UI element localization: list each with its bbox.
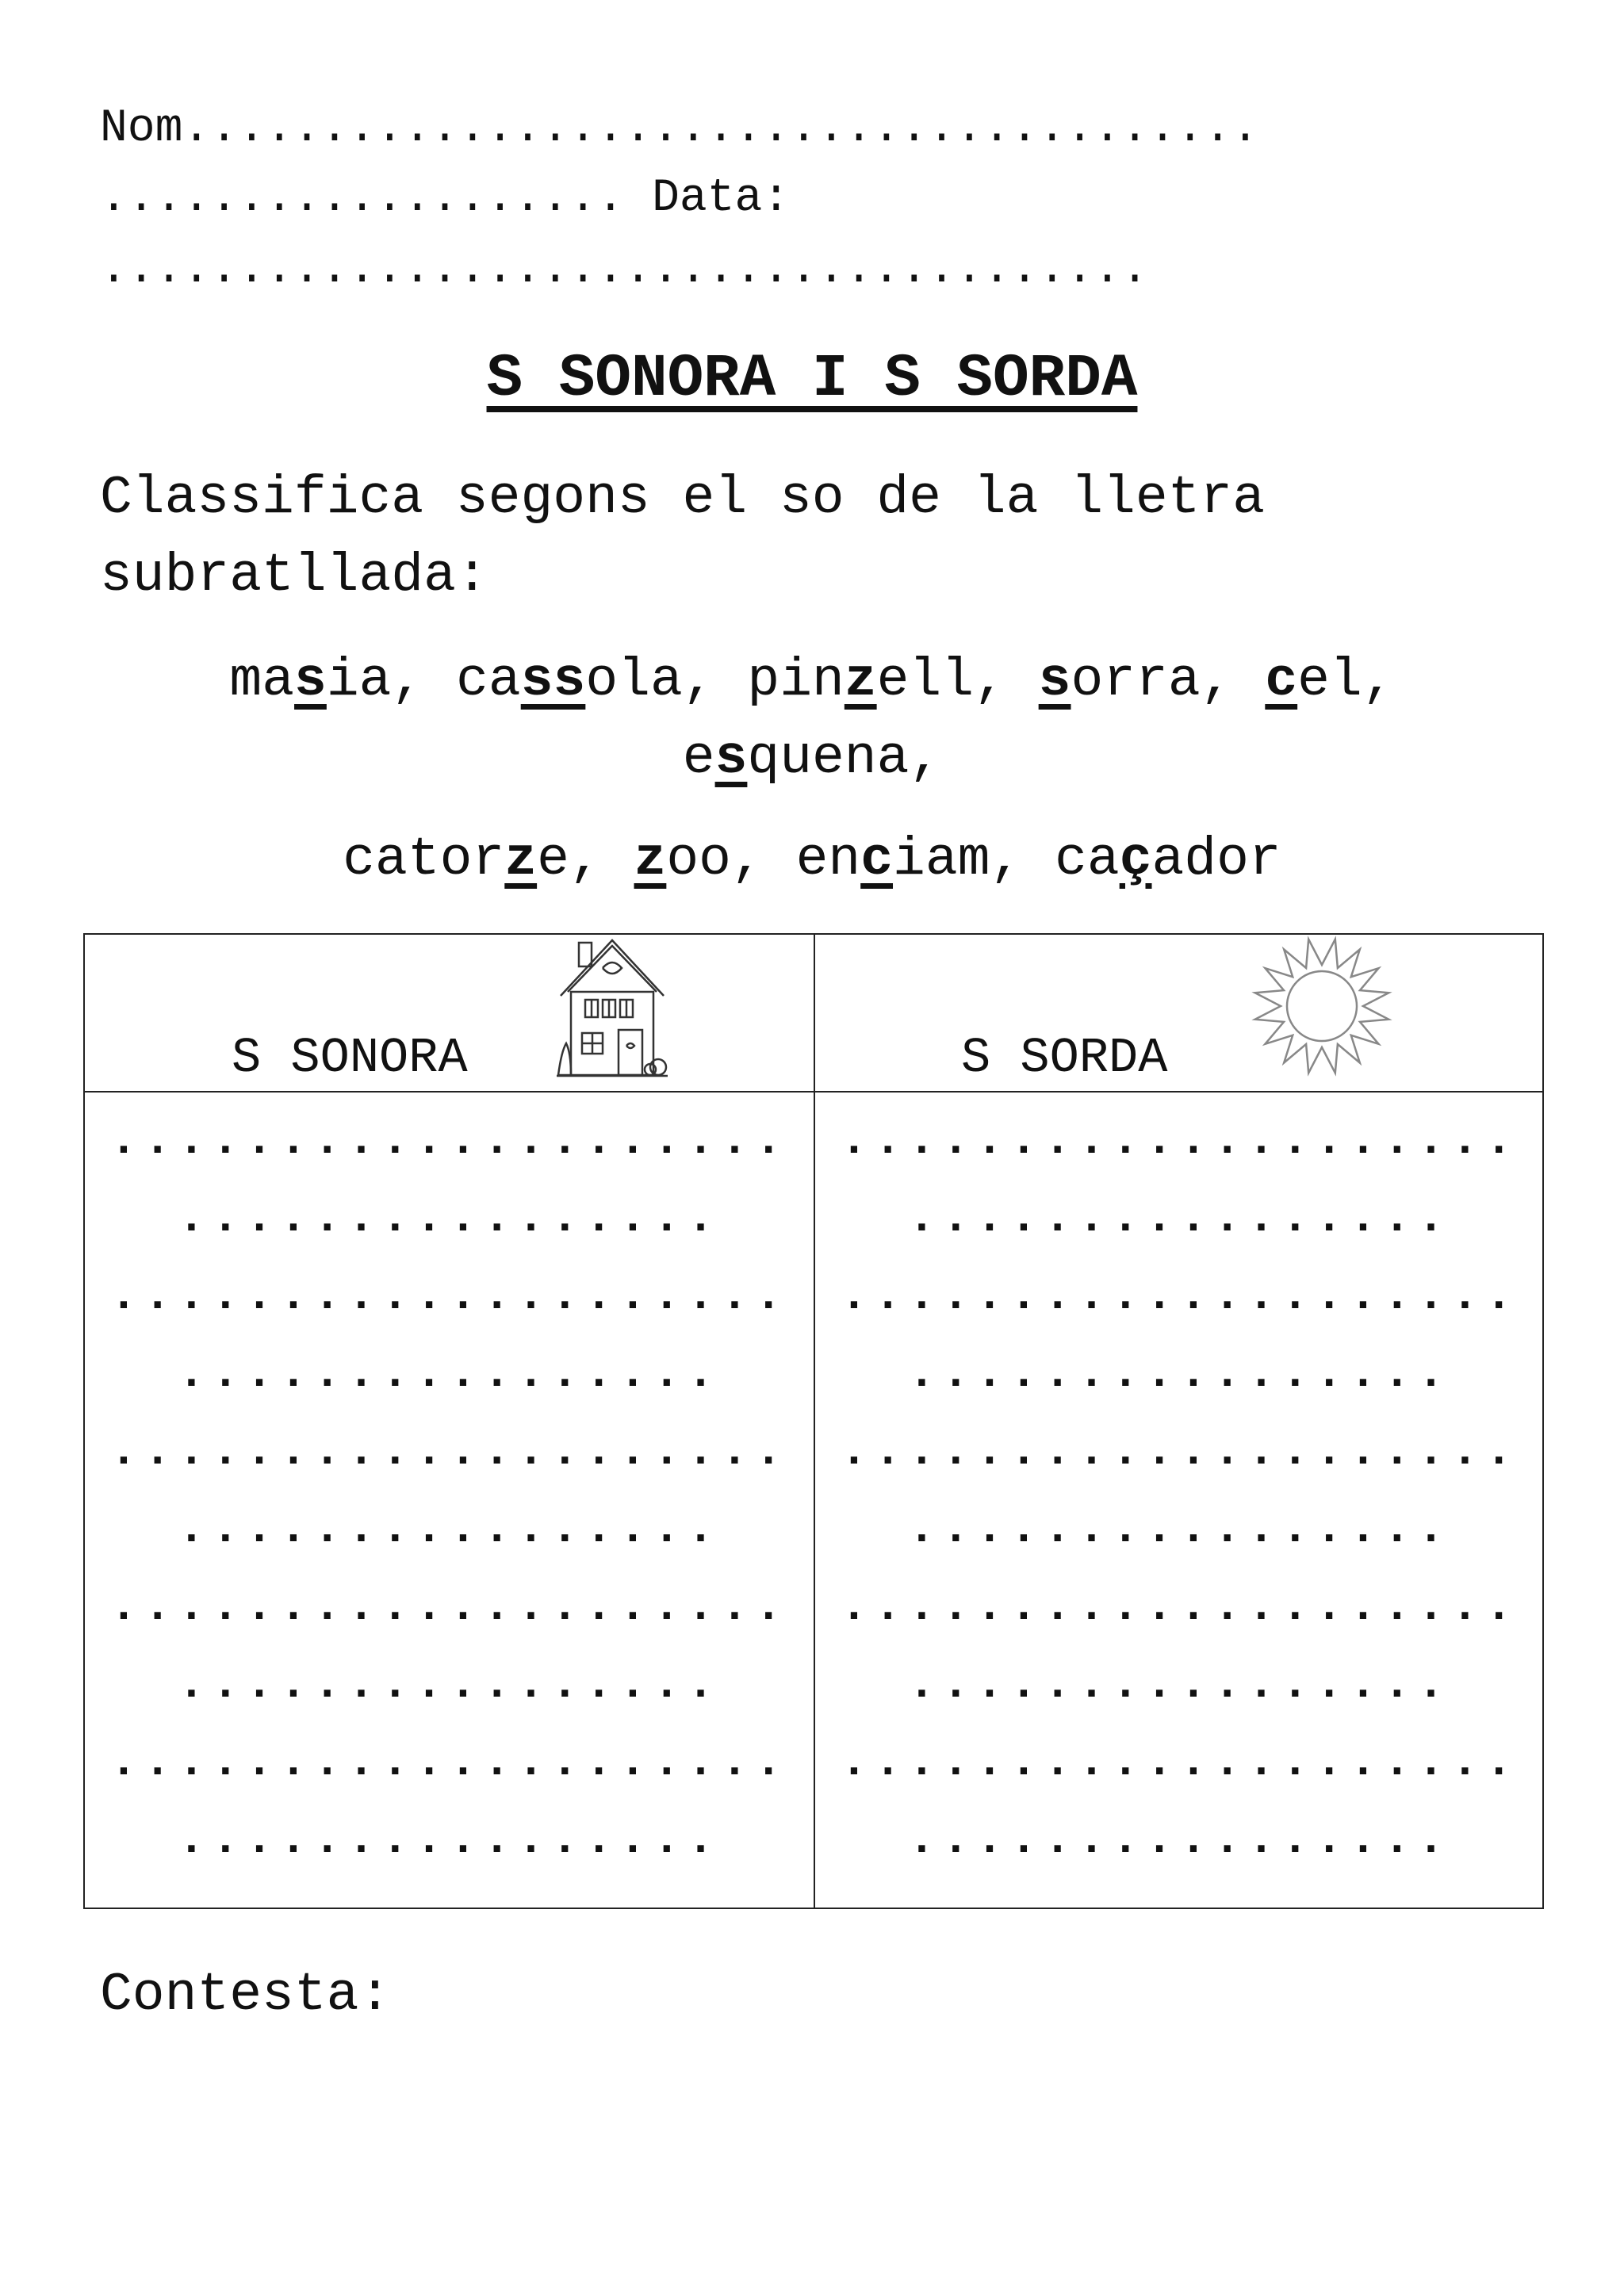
col-header-sonora: S SONORA	[232, 1030, 468, 1086]
answer-line[interactable]: ................	[908, 1349, 1451, 1400]
underlined-letter: c	[860, 829, 894, 890]
answer-line[interactable]: ................	[178, 1659, 721, 1711]
word-part: e,	[537, 829, 634, 890]
word-part: ca	[456, 650, 521, 711]
answer-line[interactable]: ....................	[840, 1582, 1519, 1633]
underlined-letter: s	[714, 728, 748, 789]
word-part: ola,	[585, 650, 748, 711]
underlined-letter: z	[844, 650, 877, 711]
word-part: oo,	[666, 829, 796, 890]
word-part: el,	[1297, 650, 1395, 711]
underlined-letter: z	[634, 829, 667, 890]
answer-line[interactable]: ................	[908, 1815, 1451, 1866]
underlined-letter: c	[1265, 650, 1298, 711]
page-title	[0, 345, 1624, 413]
word-part: e	[682, 728, 715, 789]
answer-line[interactable]: ................	[908, 1193, 1451, 1245]
word-part: ia,	[326, 650, 457, 711]
word-part: en	[795, 829, 861, 890]
date-field: ................... Data:	[100, 173, 791, 224]
answer-line[interactable]: ....................	[109, 1737, 789, 1789]
col-header-sorda: S SORDA	[961, 1030, 1168, 1086]
underlined-letter: s	[294, 650, 327, 711]
word-list-line-3	[0, 821, 1624, 899]
answer-line[interactable]: ....................	[840, 1271, 1519, 1322]
house-icon	[557, 936, 668, 1083]
word-part: ell,	[876, 650, 1039, 711]
answer-line[interactable]: ....................	[109, 1426, 789, 1478]
answer-line[interactable]: ....................	[109, 1271, 789, 1322]
word-part: iam,	[893, 829, 1055, 890]
instruction-text: Classifica segons el so de la lletra subratllada:	[100, 468, 1266, 607]
sun-icon	[1251, 935, 1393, 1081]
answer-line[interactable]: ................	[178, 1504, 721, 1556]
name-field: Nom.......................................	[100, 103, 1259, 155]
sun-rays	[1255, 939, 1389, 1073]
word-part: ma	[229, 650, 295, 711]
answer-line[interactable]: ....................	[840, 1115, 1519, 1167]
word-part: ador	[1151, 829, 1281, 890]
answer-line[interactable]: ....................	[109, 1115, 789, 1167]
header-divider	[85, 1091, 1542, 1093]
classification-table	[83, 933, 1544, 1909]
answer-line[interactable]: ....................	[840, 1737, 1519, 1789]
underlined-letter: ss	[520, 650, 586, 711]
page-title-text: S SONORA I S SORDA	[486, 345, 1138, 413]
word-list-line-2	[0, 720, 1624, 798]
answer-label: Contesta:	[100, 1965, 392, 2026]
underlined-letter: s	[1038, 650, 1071, 711]
answer-line[interactable]: ................	[178, 1815, 721, 1866]
answer-line[interactable]: ................	[178, 1193, 721, 1245]
answer-line[interactable]: ....................	[840, 1426, 1519, 1478]
answer-line[interactable]: ................	[908, 1659, 1451, 1711]
word-part: orra,	[1071, 650, 1266, 711]
word-part: pin	[747, 650, 845, 711]
answer-line[interactable]: ................	[908, 1504, 1451, 1556]
date-dots: ......................................	[100, 244, 1149, 296]
answer-line[interactable]: ....................	[109, 1582, 789, 1633]
word-part: ca	[1055, 829, 1120, 890]
underlined-letter: z	[504, 829, 538, 890]
word-list-line-1	[0, 642, 1624, 720]
word-part: cator	[343, 829, 505, 890]
answer-line[interactable]: ................	[178, 1349, 721, 1400]
word-part: quena,	[747, 728, 942, 789]
underlined-letter: ç	[1119, 829, 1152, 890]
